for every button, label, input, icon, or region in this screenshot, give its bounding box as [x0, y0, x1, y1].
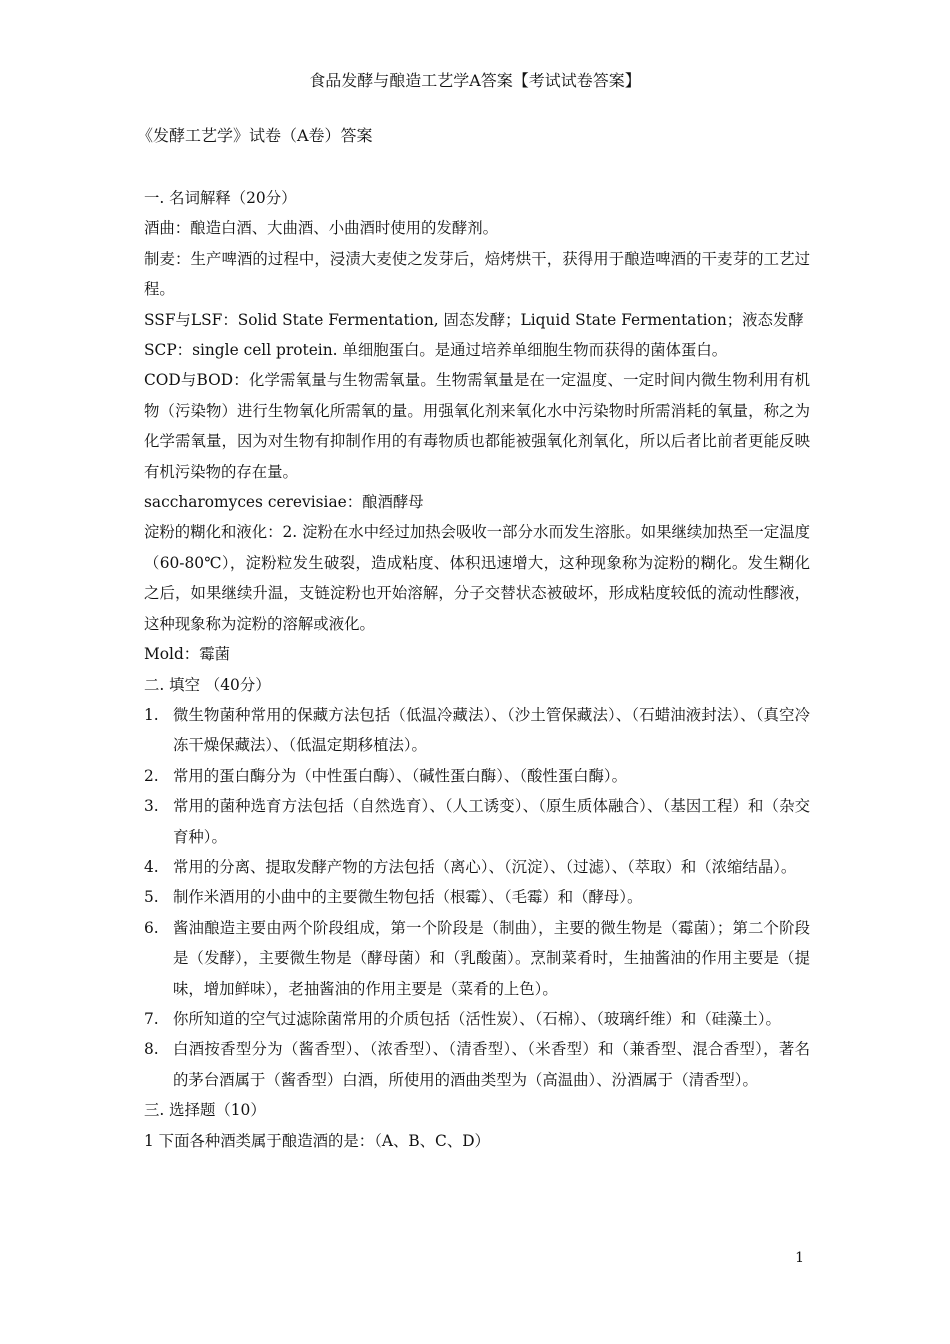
fill-in-item [144, 882, 810, 912]
choice-question: 1 下面各种酒类属于酿造酒的是：（A、B、C、D） [144, 1131, 490, 1150]
item-text: 制作米酒用的小曲中的主要微生物包括（根霉）、（毛霉）和（酵母）。 [173, 888, 643, 907]
term-definition: SCP：single cell protein. 单细胞蛋白。是通过培养单细胞生物而获得的菌体蛋白。 [144, 341, 728, 360]
term-definition: Mold：霉菌 [144, 645, 230, 664]
item-text: 常用的分离、提取发酵产物的方法包括（离心）、（沉淀）、（过滤）、（萃取）和（浓缩结晶）。 [173, 857, 797, 876]
item-text: 常用的菌种选育方法包括（自然选育）、（人工诱变）、（原生质体融合）、（基因工程）和（杂交育种）。 [173, 797, 810, 846]
section-heading: 三. 选择题（10） [144, 1101, 266, 1120]
item-text: 白酒按香型分为（酱香型）、（浓香型）、（清香型）、（米香型）和（兼香型、混合香型），著名的茅台酒属于（酱香型）白酒，所使用的酒曲类型为（高温曲）、汾酒属于（清香型）。 [173, 1040, 810, 1089]
fill-in-item [144, 852, 810, 882]
fill-in-item [144, 1034, 810, 1095]
document-title: 食品发酵与酿造工艺学A答案【考试试卷答案】 [309, 71, 641, 90]
section-heading: 一. 名词解释（20分） [144, 189, 297, 207]
term-definition: 酒曲：酿造白酒、大曲酒、小曲酒时使用的发酵剂。 [144, 219, 498, 238]
term-definition: SSF与LSF：Solid State Fermentation, 固态发酵；Liquid State Fermentation；液态发酵 [144, 310, 804, 329]
item-number: 1. [144, 705, 159, 724]
fill-in-item [144, 1004, 810, 1034]
fill-in-item [144, 761, 810, 791]
item-number: 4. [144, 857, 159, 876]
item-number: 3. [144, 797, 159, 816]
item-number: 7. [144, 1009, 159, 1028]
item-text: 你所知道的空气过滤除菌常用的介质包括（活性炭）、（石棉）、（玻璃纤维）和（硅藻土）。 [173, 1009, 781, 1028]
term-definition: 淀粉的糊化和液化：2. 淀粉在水中经过加热会吸收一部分水而发生溶胀。如果继续加热至一定温度（60-80℃），淀粉粒发生破裂，造成粘度、体积迅速增大，这种现象称为淀粉的糊化。发生糊化之后，如果继续升温，支链淀粉也开始溶解，分子交替状态被破坏，形成粘度较低的流动性醪液，这种现象称为淀粉的溶解或液化。 [144, 523, 810, 633]
item-text: 微生物菌种常用的保藏方法包括（低温冷藏法）、（沙土管保藏法）、（石蜡油液封法）、（真空冷冻干燥保藏法）、（低温定期移植法）。 [173, 705, 810, 755]
section-heading: 二. 填空 （40分） [144, 675, 271, 694]
fill-in-item [144, 700, 810, 761]
term-definition: 制麦：生产啤酒的过程中，浸渍大麦使之发芽后，焙烤烘干，获得用于酿造啤酒的干麦芽的工艺过程。 [144, 249, 810, 299]
item-number: 6. [144, 918, 159, 937]
exam-subtitle: 《发酵工艺学》试卷（A卷）答案 [137, 126, 373, 145]
fill-in-item [144, 913, 810, 1004]
item-number: 5. [144, 888, 159, 907]
page-number: 1 [795, 1250, 804, 1266]
term-definition: saccharomyces cerevisiae：酿酒酵母 [144, 493, 424, 512]
document-body [144, 183, 810, 1156]
term-definition: COD与BOD：化学需氧量与生物需氧量。生物需氧量是在一定温度、一定时间内微生物利用有机物（污染物）进行生物氧化所需氧的量。用强氧化剂来氧化水中污染物时所需消耗的氧量，称之为化学需氧量，因为对生物有抑制作用的有毒物质也都能被强氧化剂氧化，所以后者比前者更能反映有机污染物的存在量。 [144, 371, 810, 481]
item-number: 2. [144, 766, 159, 785]
item-text: 常用的蛋白酶分为（中性蛋白酶）、（碱性蛋白酶）、（酸性蛋白酶）。 [173, 766, 628, 785]
item-text: 酱油酿造主要由两个阶段组成，第一个阶段是（制曲），主要的微生物是（霉菌）；第二个阶段是（发酵），主要微生物是（酵母菌）和（乳酸菌）。烹制菜肴时，生抽酱油的作用主要是（提味，增加鲜味），老抽酱油的作用主要是（菜肴的上色）。 [173, 918, 810, 998]
item-number: 8. [144, 1040, 159, 1059]
fill-in-item [144, 791, 810, 852]
